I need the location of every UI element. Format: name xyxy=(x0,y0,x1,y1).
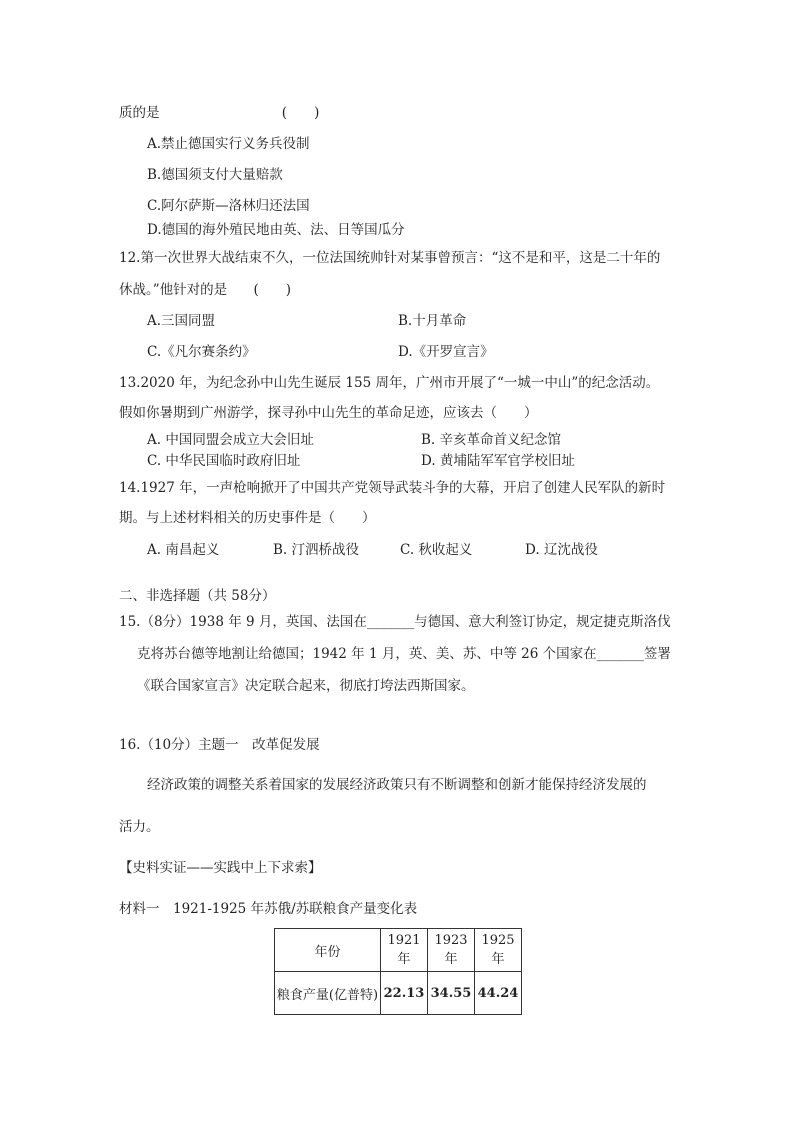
table-cell-1923: 34.55 xyxy=(428,972,475,1015)
table-row-label: 粮食产量(亿普特) xyxy=(275,972,381,1015)
table-row xyxy=(275,972,522,1015)
table-header-year-label: 年份 xyxy=(275,929,381,972)
q12-stem-text: 休战。”他针对的是 xyxy=(119,282,228,298)
grain-output-table xyxy=(274,928,522,1015)
q12-answer-paren: ( ) xyxy=(253,282,291,298)
q13-stem-line2: 假如你暑期到广州游学，探寻孙中山先生的革命足迹，应该去（ ） xyxy=(119,405,538,421)
table-cell-1921: 22.13 xyxy=(381,972,428,1015)
q13-option-a: A. 中国同盟会成立大会旧址 xyxy=(147,432,314,448)
q11-answer-paren: ( ) xyxy=(281,105,320,121)
q13-option-d: D. 黄埔陆军军官学校旧址 xyxy=(421,453,575,469)
q16-material-caption: 材料一 1921-1925 年苏俄/苏联粮食产量变化表 xyxy=(119,901,418,917)
table-header-1921: 1921 年 xyxy=(381,929,428,972)
table-header-1925: 1925 年 xyxy=(475,929,522,972)
q16-section-heading: 【史料实证——实践中上下求索】 xyxy=(119,860,322,876)
q15-line1: 15.（8分）1938 年 9 月，英国、法国在_______与德国、意大利签订协定，规定捷克斯洛伐 xyxy=(119,614,671,630)
q14-option-d: D. 辽沈战役 xyxy=(525,542,598,558)
q14-option-b: B. 汀泗桥战役 xyxy=(273,542,360,558)
q16-paragraph-line1: 经济政策的调整关系着国家的发展经济政策只有不断调整和创新才能保持经济发展的 xyxy=(147,777,647,793)
q12-option-d: D.《开罗宣言》 xyxy=(398,344,494,360)
q14-option-a: A. 南昌起义 xyxy=(147,542,220,558)
q13-option-c: C. 中华民国临时政府旧址 xyxy=(147,453,301,469)
q11-option-d: D.德国的海外殖民地由英、法、日等国瓜分 xyxy=(147,222,405,238)
q12-option-a: A.三国同盟 xyxy=(147,313,216,329)
q12-stem-line2 xyxy=(119,281,291,299)
table-cell-1925: 44.24 xyxy=(475,972,522,1015)
q14-stem-line1: 14.1927 年，一声枪响掀开了中国共产党领导武装斗争的大幕，开启了创建人民军队的新时 xyxy=(119,480,666,496)
q11-option-c: C.阿尔萨斯—洛林归还法国 xyxy=(147,198,310,214)
q14-stem-line2: 期。与上述材料相关的历史事件是（ ） xyxy=(119,510,376,526)
q11-stem-text: 质的是 xyxy=(119,105,160,121)
q13-stem-line1: 13.2020 年，为纪念孙中山先生诞辰 155 周年，广州市开展了“一城一中山”的纪念活动。 xyxy=(119,375,660,391)
q16-title: 16.（10分）主题一 改革促发展 xyxy=(119,737,320,753)
q14-option-c: C. 秋收起义 xyxy=(400,542,473,558)
q13-option-b: B. 辛亥革命首义纪念馆 xyxy=(421,432,562,448)
table-header-1923: 1923 年 xyxy=(428,929,475,972)
q11-option-b: B.德国须支付大量赔款 xyxy=(147,167,283,183)
q12-stem-line1: 12.第一次世界大战结束不久，一位法国统帅针对某事曾预言：“这不是和平，这是二十年的 xyxy=(119,250,661,266)
q12-option-c: C.《凡尔赛条约》 xyxy=(147,344,256,360)
section-heading-non-choice: 二、非选择题（共 58分） xyxy=(119,588,276,604)
q15-line2: 克将苏台德等地割让给德国；1942 年 1 月，英、美、苏、中等 26 个国家在_______签署 xyxy=(137,646,671,662)
q16-paragraph-line2: 活力。 xyxy=(119,819,160,835)
q11-stem-tail xyxy=(119,104,319,122)
q12-option-b: B.十月革命 xyxy=(398,313,467,329)
q11-option-a: A.禁止德国实行义务兵役制 xyxy=(147,136,310,152)
q15-line3: 《联合国家宣言》决定联合起来，彻底打垮法西斯国家。 xyxy=(137,678,475,694)
table-header-row xyxy=(275,929,522,972)
